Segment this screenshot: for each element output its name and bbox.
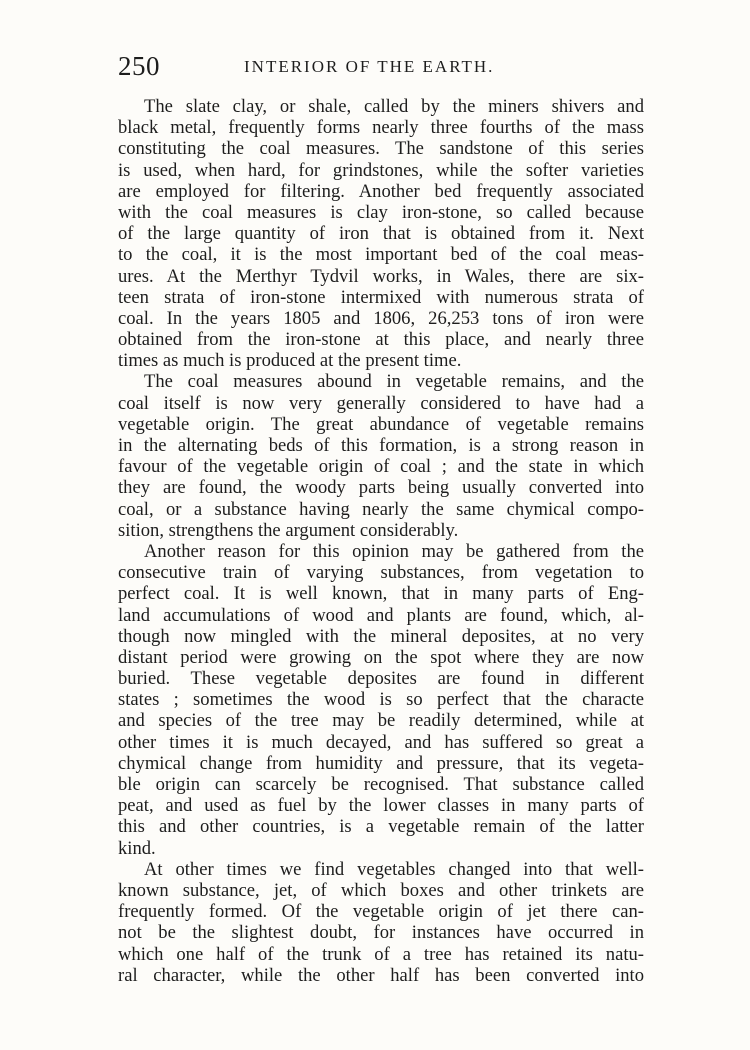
text-line: perfect coal. It is well known, that in many parts of Eng-	[118, 583, 644, 605]
page-number: 250	[118, 51, 160, 81]
text-line: ures. At the Merthyr Tydvil works, in Wales, there are six-	[118, 265, 644, 287]
text-line: teen strata of iron-stone intermixed with numerous strata of	[118, 286, 644, 308]
text-line: coal itself is now very generally considered to have had a	[118, 392, 644, 414]
text-line: states ; sometimes the wood is so perfect that the characte	[118, 689, 644, 711]
body-text	[118, 96, 644, 986]
text-line: with the coal measures is clay iron-stone, so called because	[118, 201, 644, 223]
text-line: and species of the tree may be readily determined, while at	[118, 710, 644, 732]
text-line: though now mingled with the mineral deposites, at no very	[118, 625, 644, 647]
text-line: vegetable origin. The great abundance of vegetable remains	[118, 413, 644, 435]
text-line: in the alternating beds of this formation, is a strong reason in	[118, 435, 644, 456]
paragraph-2	[118, 371, 644, 541]
text-line: they are found, the woody parts being usually converted into	[118, 477, 644, 499]
text-line: this and other countries, is a vegetable remain of the latter	[118, 816, 644, 838]
text-line: coal. In the years 1805 and 1806, 26,253 tons of iron were	[118, 307, 644, 329]
text-line: chymical change from humidity and pressure, that its vegeta-	[118, 752, 644, 774]
text-line: known substance, jet, of which boxes and other trinkets are	[118, 879, 644, 901]
text-line: coal, or a substance having nearly the same chymical compo-	[118, 498, 644, 520]
text-line: black metal, frequently forms nearly three fourths of the mass	[118, 117, 644, 139]
text-line: ble origin can scarcely be recognised. That substance called	[118, 774, 644, 795]
text-line: The slate clay, or shale, called by the miners shivers and	[144, 96, 644, 117]
text-line: buried. These vegetable deposites are found in different	[118, 668, 644, 690]
text-line: frequently formed. Of the vegetable origin of jet there can-	[118, 901, 644, 923]
text-line: is used, when hard, for grindstones, while the softer varieties	[118, 159, 644, 181]
text-line: constituting the coal measures. The sandstone of this series	[118, 138, 644, 160]
text-line: obtained from the iron-stone at this place, and nearly three	[118, 329, 644, 351]
text-line: kind.	[118, 837, 156, 859]
paragraph-4	[118, 859, 644, 986]
text-line: favour of the vegetable origin of coal ; and the state in which	[118, 456, 644, 478]
text-line: of the large quantity of iron that is obtained from it. Next	[118, 223, 644, 245]
text-line: peat, and used as fuel by the lower classes in many parts of	[118, 795, 644, 817]
text-line: to the coal, it is the most important bed of the coal meas-	[118, 244, 644, 266]
text-line: consecutive train of varying substances, from vegetation to	[118, 562, 644, 584]
paragraph-3	[118, 541, 644, 859]
text-line: other times it is much decayed, and has suffered so great a	[118, 731, 644, 753]
text-line: land accumulations of wood and plants are found, which, al-	[118, 604, 644, 626]
text-line: ral character, while the other half has been converted into	[118, 964, 644, 986]
text-line: At other times we find vegetables changed into that well-	[144, 858, 644, 880]
text-line: not be the slightest doubt, for instances have occurred in	[118, 922, 644, 944]
running-head	[118, 50, 658, 82]
running-title: INTERIOR OF THE EARTH.	[244, 57, 495, 76]
text-line: times as much is produced at the present time.	[118, 350, 462, 372]
text-line: are employed for filtering. Another bed frequently associated	[118, 180, 644, 202]
text-line: Another reason for this opinion may be gathered from the	[144, 540, 644, 562]
text-line: The coal measures abound in vegetable remains, and the	[144, 371, 644, 393]
paragraph-1	[118, 96, 644, 371]
text-line: distant period were growing on the spot where they are now	[118, 646, 644, 668]
text-line: sition, strengthens the argument considerably.	[118, 519, 459, 541]
text-line: which one half of the trunk of a tree has retained its natu-	[118, 943, 644, 965]
